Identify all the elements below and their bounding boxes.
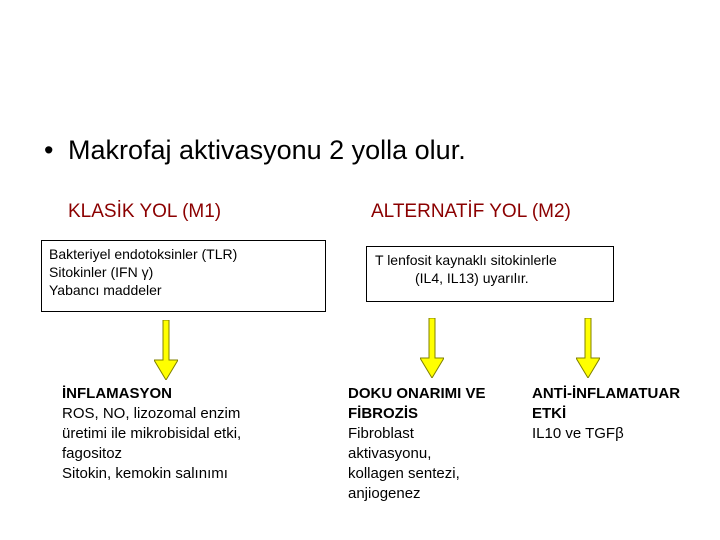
classic-stimulus: Yabancı maddeler bbox=[49, 282, 162, 298]
classic-outcome-line: fagositoz bbox=[62, 445, 123, 462]
alternative-stimuli-box bbox=[366, 246, 614, 302]
classic-outcome bbox=[62, 384, 241, 484]
down-arrow-icon bbox=[154, 320, 178, 380]
tissue-repair-line: aktivasyonu, bbox=[348, 445, 432, 462]
alternative-stimulus: T lenfosit kaynaklı sitokinlerle bbox=[375, 252, 557, 268]
classic-outcome-title: İNFLAMASYON bbox=[62, 385, 172, 402]
tissue-repair-line: kollagen sentezi, bbox=[348, 465, 460, 482]
anti-inflammatory-title: ETKİ bbox=[532, 405, 567, 422]
anti-inflammatory-title: ANTİ-İNFLAMATUAR bbox=[532, 385, 681, 402]
classic-stimuli-box bbox=[41, 240, 326, 312]
tissue-repair-outcome bbox=[348, 384, 486, 504]
classic-stimulus: Sitokinler (IFN γ) bbox=[49, 264, 154, 280]
tissue-repair-title: DOKU ONARIMI VE bbox=[348, 385, 486, 402]
tissue-repair-line: anjiogenez bbox=[348, 485, 421, 502]
alternative-path-title: ALTERNATİF YOL (M2) bbox=[371, 201, 571, 222]
slide-heading bbox=[44, 135, 466, 166]
down-arrow-icon bbox=[576, 318, 600, 378]
classic-outcome-line: üretimi ile mikrobisidal etki, bbox=[62, 425, 242, 442]
anti-inflammatory-line: IL10 ve TGFβ bbox=[532, 425, 624, 442]
down-arrow-icon bbox=[420, 318, 444, 378]
classic-outcome-line: Sitokin, kemokin salınımı bbox=[62, 465, 228, 482]
anti-inflammatory-outcome bbox=[532, 384, 680, 444]
classic-path-title: KLASİK YOL (M1) bbox=[68, 201, 222, 222]
tissue-repair-title: FİBROZİS bbox=[348, 405, 418, 422]
tissue-repair-line: Fibroblast bbox=[348, 425, 414, 442]
classic-outcome-line: ROS, NO, lizozomal enzim bbox=[62, 405, 241, 422]
heading-text: Makrofaj aktivasyonu 2 yolla olur. bbox=[68, 135, 466, 165]
classic-stimulus: Bakteriyel endotoksinler (TLR) bbox=[49, 246, 238, 262]
bullet-icon: • bbox=[44, 135, 54, 165]
alternative-stimulus: (IL4, IL13) uyarılır. bbox=[415, 270, 529, 286]
